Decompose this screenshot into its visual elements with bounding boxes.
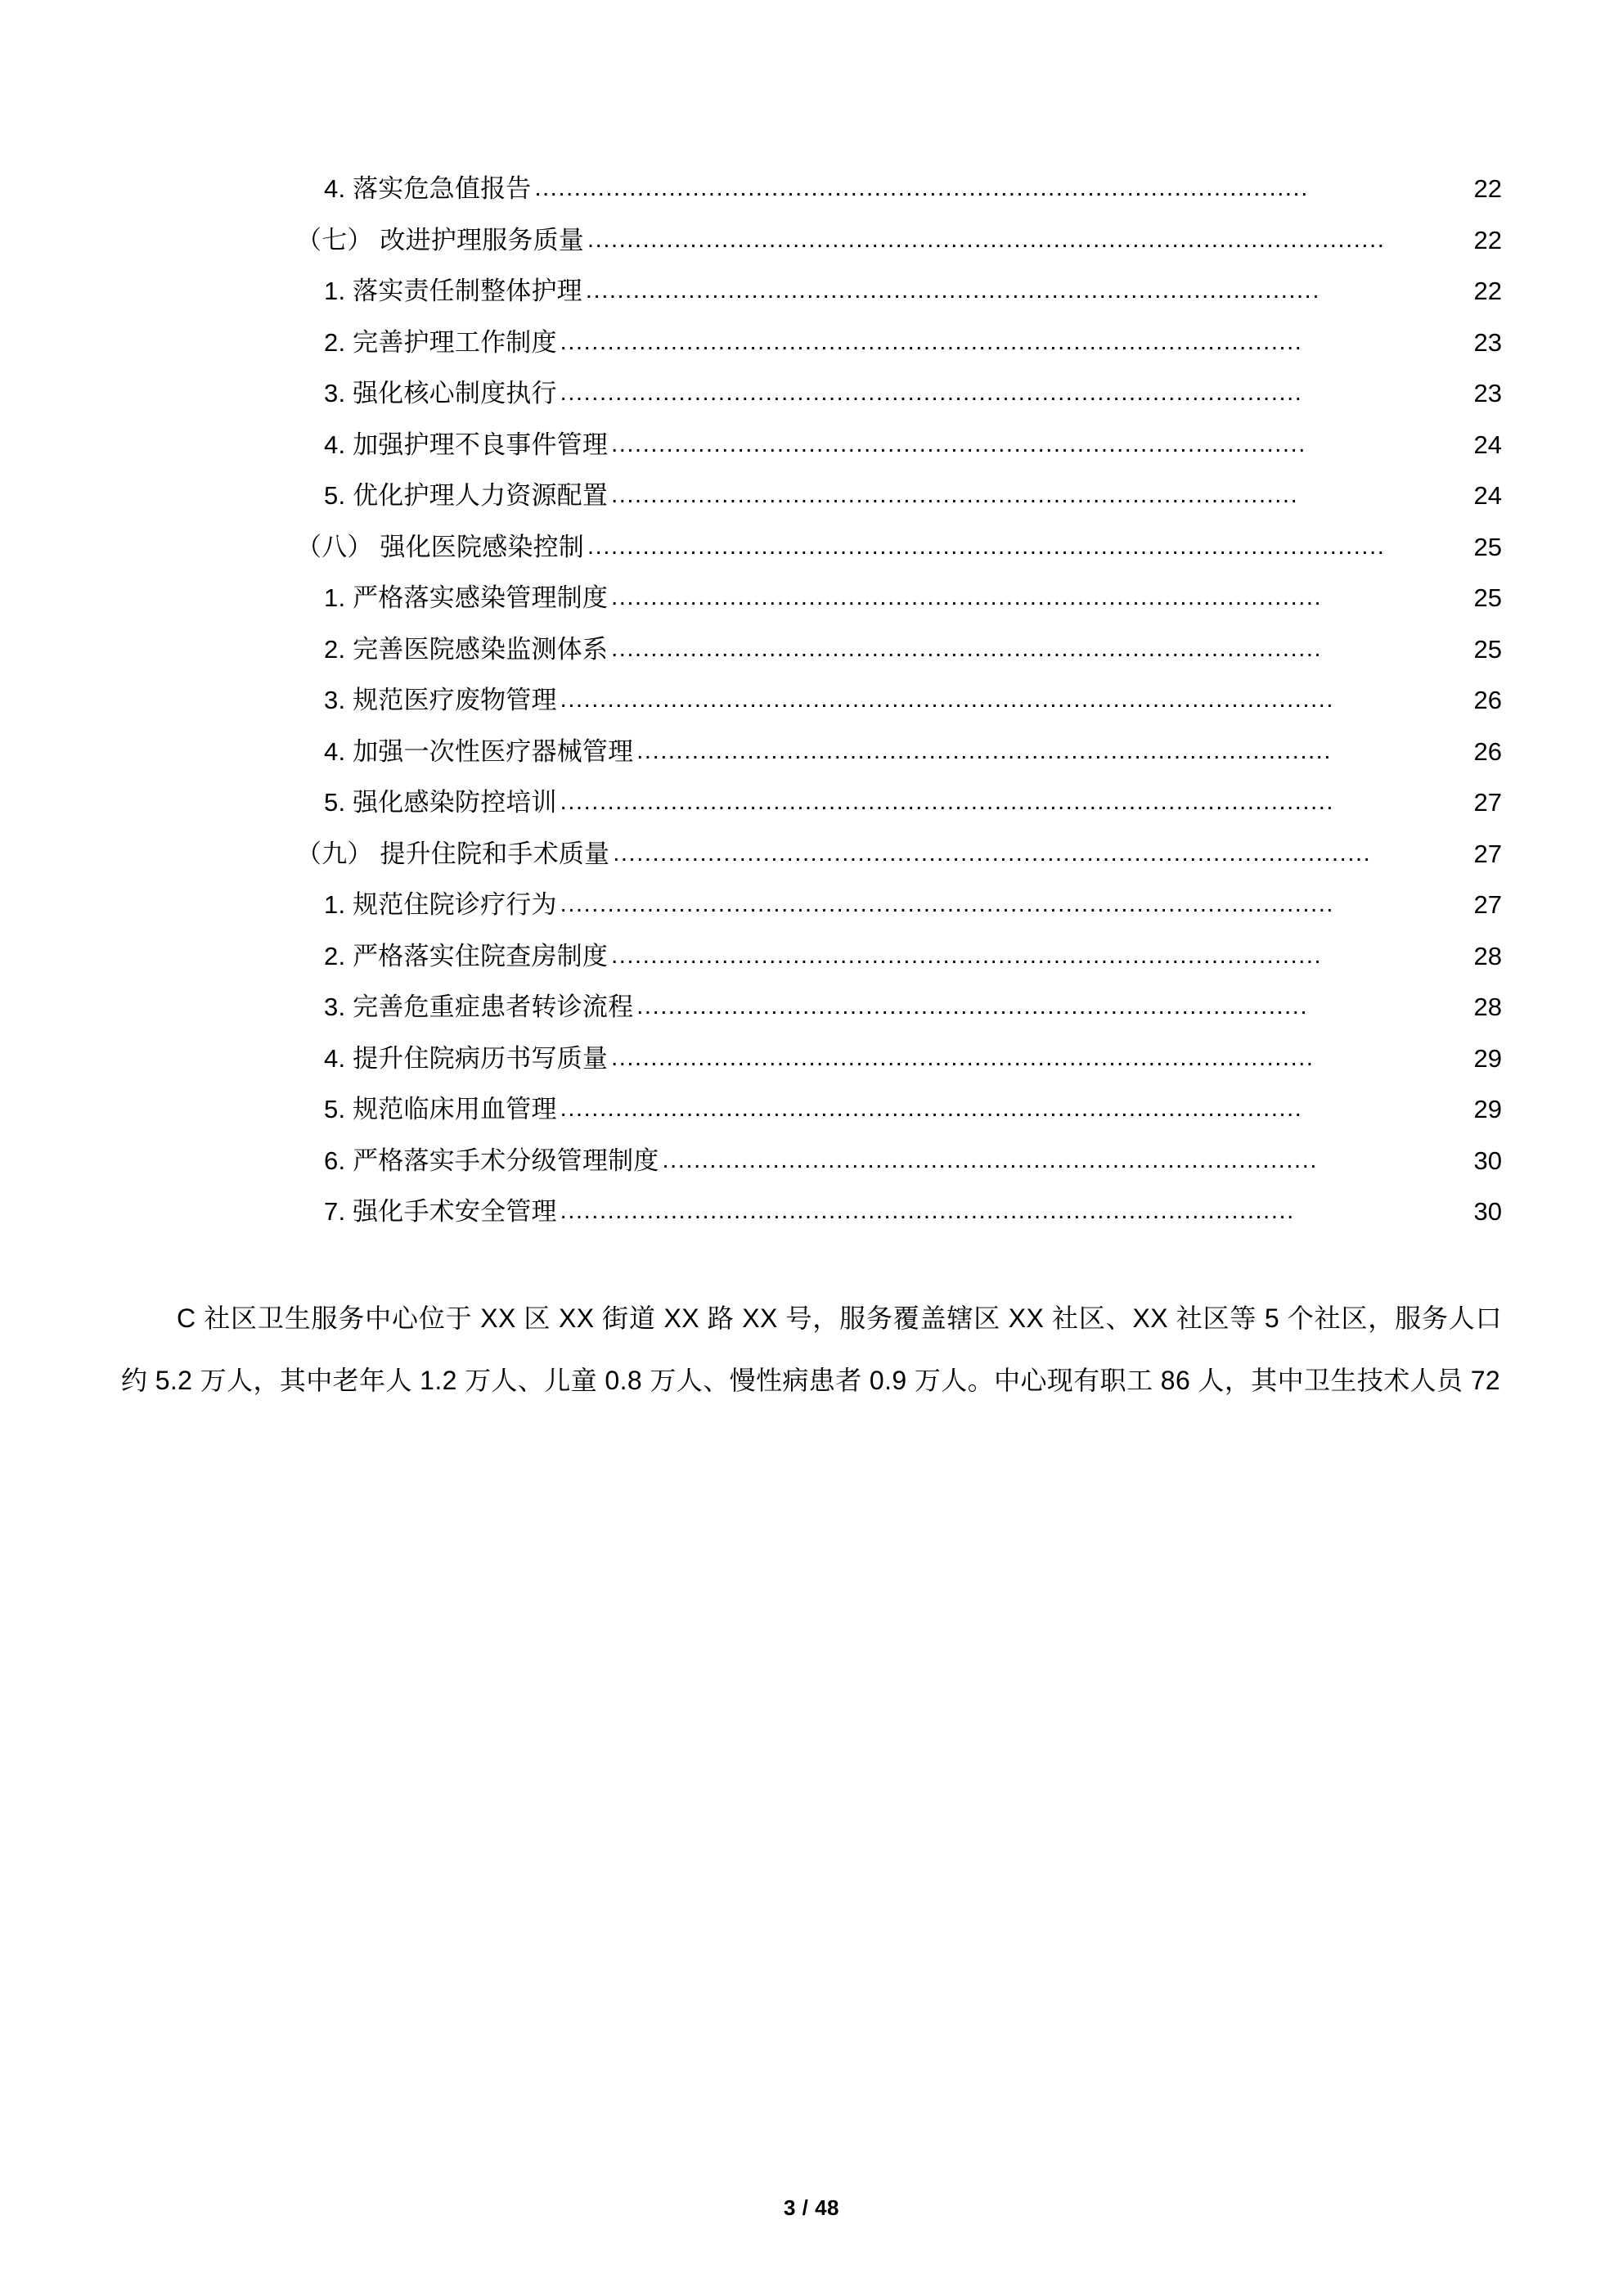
toc-entry-label: （九） 提升住院和手术质量 <box>296 839 610 868</box>
toc-entry[interactable] <box>121 483 1502 509</box>
toc-leader-dots: .......................................................................................... <box>611 586 1323 610</box>
toc-entry[interactable] <box>121 1096 1502 1123</box>
toc-entry-page: 30 <box>1473 1197 1502 1226</box>
toc-entry[interactable] <box>121 994 1502 1020</box>
toc-leader-dots: .............................................................................................. <box>560 381 1303 405</box>
toc-leader-dots: ................................................................................... <box>662 1148 1319 1173</box>
toc-entry-label: 1. 规范住院诊疗行为 <box>324 890 557 919</box>
toc-entry-page: 28 <box>1473 941 1502 970</box>
toc-entry[interactable] <box>121 327 1502 357</box>
toc-leader-dots: .................................................................................................. <box>560 688 1335 712</box>
toc-entry-label: 5. 强化感染防控培训 <box>324 788 557 817</box>
toc-entry-page: 25 <box>1473 634 1502 664</box>
toc-entry-page: 27 <box>1473 890 1502 919</box>
toc-entry-page: 26 <box>1473 686 1502 714</box>
body-section <box>121 1287 1502 1411</box>
toc-entry[interactable] <box>121 943 1502 970</box>
toc-entry-page: 30 <box>1473 1146 1502 1175</box>
toc-entry[interactable] <box>121 380 1502 407</box>
toc-entry[interactable] <box>121 227 1502 254</box>
toc-entry[interactable] <box>121 634 1502 664</box>
toc-entry[interactable] <box>121 1199 1502 1225</box>
toc-entry[interactable] <box>121 278 1502 304</box>
toc-entry-label: 5. 规范临床用血管理 <box>324 1095 557 1123</box>
toc-entry-page: 25 <box>1473 532 1502 561</box>
toc-leader-dots: .................................................................................................. <box>560 790 1335 814</box>
toc-entry-page: 29 <box>1473 1095 1502 1123</box>
toc-entry-page: 27 <box>1473 788 1502 817</box>
toc-entry-label: 4. 落实危急值报告 <box>324 174 532 203</box>
toc-entry-page: 24 <box>1473 481 1502 510</box>
toc-entry[interactable] <box>121 585 1502 611</box>
toc-entry-page: 22 <box>1473 174 1502 203</box>
toc-leader-dots: ....................................................................................... <box>611 484 1299 507</box>
toc-entry-label: 6. 严格落实手术分级管理制度 <box>324 1146 659 1175</box>
toc-leader-dots: .......................................................................................... <box>611 637 1323 661</box>
toc-entry[interactable] <box>121 176 1502 202</box>
toc-entry[interactable] <box>121 841 1502 867</box>
toc-entry-label: 5. 优化护理人力资源配置 <box>324 481 609 510</box>
toc-entry-label: 4. 提升住院病历书写质量 <box>324 1043 609 1073</box>
toc-leader-dots: ..................................................................................................... <box>587 534 1386 559</box>
toc-entry-label: 3. 完善危重症患者转诊流程 <box>324 993 634 1021</box>
toc-entry-page: 27 <box>1473 839 1502 868</box>
toc-entry-label: 3. 强化核心制度执行 <box>324 379 557 407</box>
toc-leader-dots: .................................................................................................. <box>560 893 1335 916</box>
toc-entry-page: 25 <box>1473 583 1502 612</box>
toc-entry-label: 1. 严格落实感染管理制度 <box>324 583 609 612</box>
toc-leader-dots: ........................................................................................ <box>636 739 1333 763</box>
toc-entry-label: 2. 完善护理工作制度 <box>324 327 557 357</box>
toc-entry-label: 2. 完善医院感染监测体系 <box>324 634 609 664</box>
toc-entry-page: 28 <box>1473 993 1502 1021</box>
toc-leader-dots: .......................................................................................... <box>611 943 1323 968</box>
toc-entry-label: 7. 强化手术安全管理 <box>324 1197 557 1226</box>
toc-leader-dots: ..................................................................................... <box>636 995 1309 1019</box>
toc-leader-dots: ..................................................................................................... <box>587 227 1386 252</box>
toc-leader-dots: ................................................................................................ <box>613 841 1372 866</box>
toc-entry-page: 24 <box>1473 430 1502 459</box>
toc-entry-page: 22 <box>1473 277 1502 305</box>
toc-entry-page: 29 <box>1473 1043 1502 1073</box>
toc-leader-dots: ............................................................................................. <box>560 1200 1295 1223</box>
toc-entry-label: （八） 强化医院感染控制 <box>296 532 585 561</box>
toc-entry[interactable] <box>121 432 1502 458</box>
toc-leader-dots: .................................................................................................. <box>534 177 1309 200</box>
toc-leader-dots: ........................................................................................ <box>611 432 1306 457</box>
toc-leader-dots: .............................................................................................. <box>560 1097 1303 1121</box>
toc-entry-label: 4. 加强一次性医疗器械管理 <box>324 736 634 766</box>
toc-entry-page: 26 <box>1473 736 1502 766</box>
toc-entry[interactable] <box>121 736 1502 766</box>
toc-entry[interactable] <box>121 1043 1502 1073</box>
toc-leader-dots: ............................................................................................. <box>585 279 1320 303</box>
toc-leader-dots: .............................................................................................. <box>560 330 1303 354</box>
toc-entry-label: 3. 规范医疗废物管理 <box>324 686 557 714</box>
toc-entry-label: 2. 严格落实住院查房制度 <box>324 941 609 970</box>
toc-entry[interactable] <box>121 687 1502 714</box>
toc-entry[interactable] <box>121 892 1502 918</box>
intro-paragraph: C 社区卫生服务中心位于 XX 区 XX 街道 XX 路 XX 号，服务覆盖辖区 XX 社区、XX 社区等 5 个社区，服务人口约 5.2 万人，其中老年人 1.2 万人、儿童 0.8 万人、慢性病患者 0.9 万人。中心现有职工 86 人，其中卫生技术人员 72 <box>121 1303 1502 1395</box>
toc-entry[interactable] <box>121 534 1502 560</box>
toc-entry-page: 23 <box>1473 327 1502 357</box>
toc-entry-label: 1. 落实责任制整体护理 <box>324 277 582 305</box>
toc-entry[interactable] <box>121 790 1502 816</box>
table-of-contents <box>121 176 1502 1225</box>
toc-entry-page: 23 <box>1473 379 1502 407</box>
toc-entry-label: 4. 加强护理不良事件管理 <box>324 430 609 459</box>
toc-leader-dots: ......................................................................................... <box>611 1046 1315 1070</box>
toc-entry-page: 22 <box>1473 225 1502 254</box>
toc-entry-label: （七） 改进护理服务质量 <box>296 225 585 254</box>
page-footer: 3 / 48 <box>783 2195 840 2220</box>
toc-entry[interactable] <box>121 1148 1502 1174</box>
